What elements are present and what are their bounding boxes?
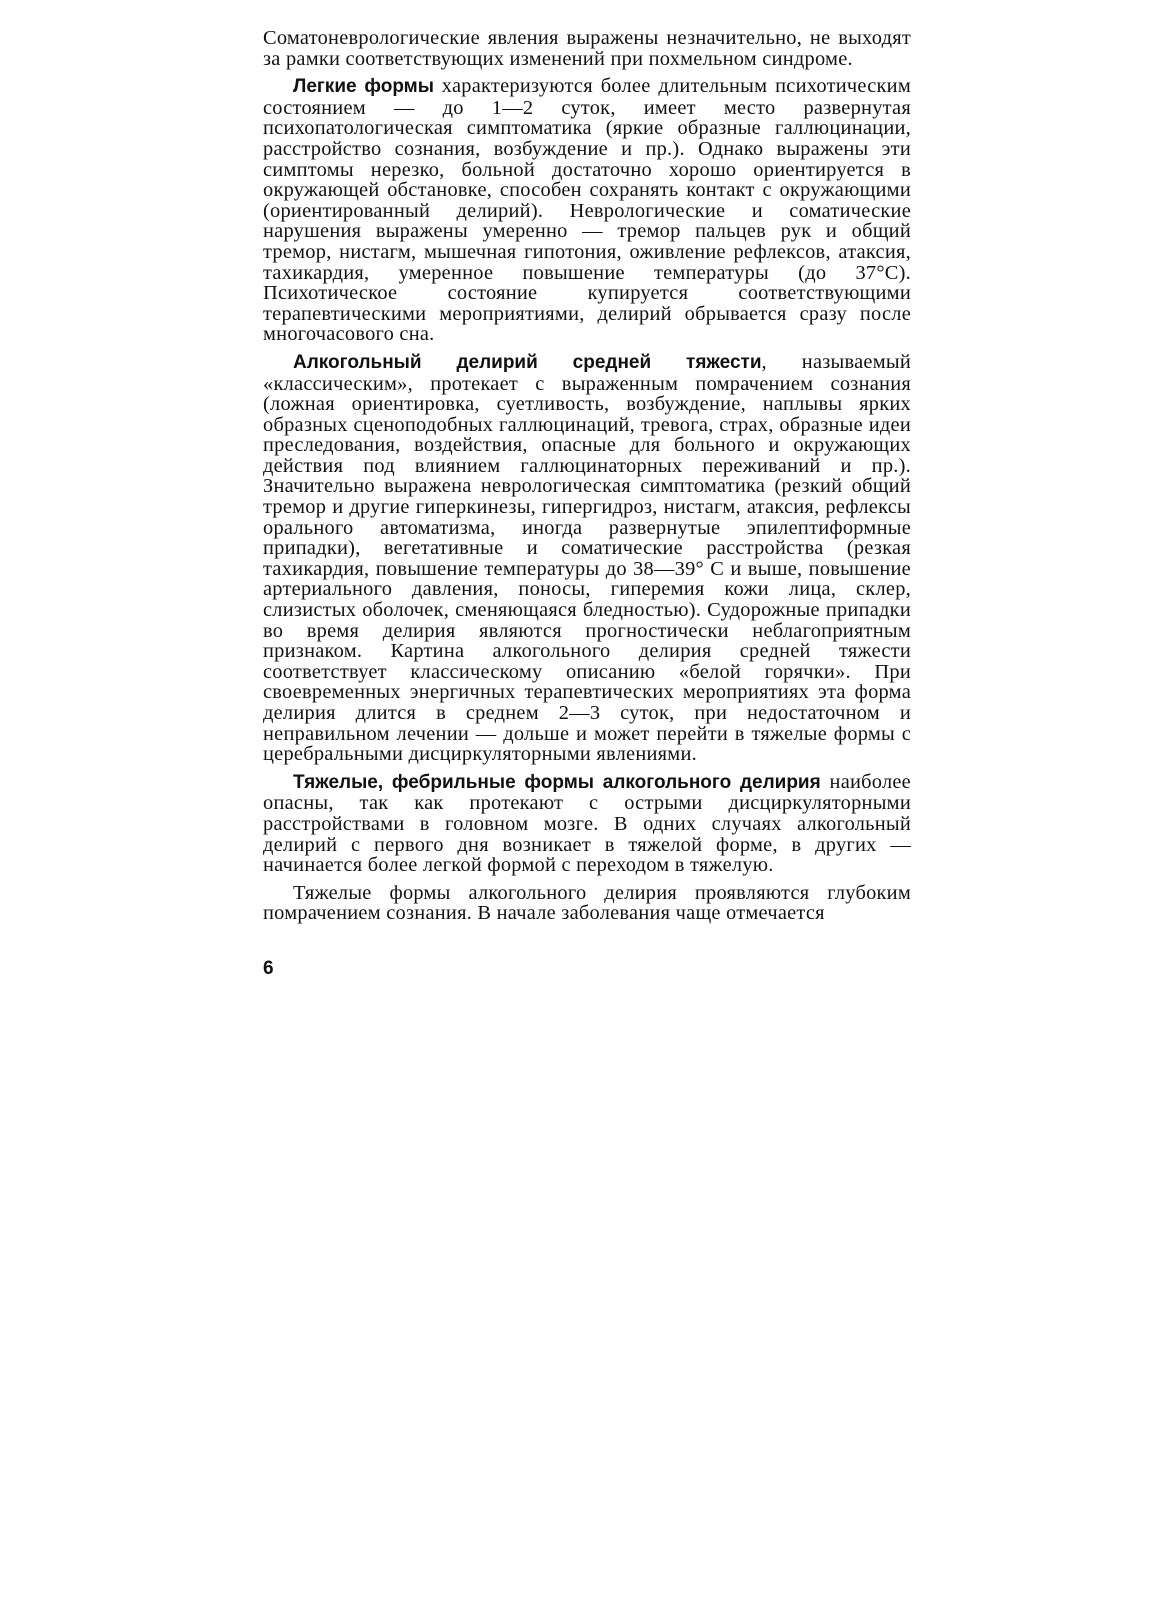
- paragraph-severe-description: [263, 883, 911, 924]
- paragraph-moderate-delirium: [263, 352, 911, 765]
- paragraph-intro-text: Соматоневрологические явления выражены незначительно, не выходят за рамки соответствующих изменений при похмельном синдроме.: [263, 27, 911, 70]
- paragraph-mild-forms: [263, 76, 911, 345]
- page-number: 6: [263, 958, 274, 979]
- paragraph-severe-forms-text: наиболее опасны, так как протекают с острыми дисциркуляторными расстройствами в головном мозге. В одних случаях алкогольный делирий с первого дня возникает в тяжелой форме, в других — начинается более легкой формой с переходом в тяжелую.: [263, 770, 911, 877]
- paragraph-moderate-delirium-text: , называемый «классическим», протекает с выраженным помрачением сознания (ложная ориентировка, суетливость, возбуждение, наплывы ярких образных сценоподобных галлюцинаций, тревога, страх, образные идеи преследования, воздействия, опасные для больного и окружающих действия под влиянием галлюцинаторных переживаний и пр.). Значительно выражена неврологическая симптоматика (резкий общий тремор и другие гиперкинезы, гипергидроз, нистагм, атаксия, рефлексы орального автоматизма, иногда развернутые эпилептиформные припадки), вегетативные и соматические расстройства (резкая тахикардия, повышение температуры до 38—39° C и выше, повышение артериального давления, поносы, гиперемия кожи лица, склер, слизистых оболочек, сменяющаяся бледностью). Судорожные припадки во время делирия являются прогностически неблагоприятным признаком. Картина алкогольного делирия средней тяжести соответствует классическому описанию «белой горячки». При своевременных энергичных терапевтических мероприятиях эта форма делирия длится в среднем 2—3 суток, при недостаточном и неправильном лечении — дольше и может перейти в тяжелые формы с церебральными дисциркуляторными явлениями.: [263, 350, 911, 766]
- paragraph-severe-forms: [263, 772, 911, 876]
- paragraph-severe-description-text: Тяжелые формы алкогольного делирия проявляются глубоким помрачением сознания. В начале заболевания чаще отмечается: [263, 881, 911, 925]
- paragraph-severe-forms-lead: Тяжелые, фебрильные формы алкогольного делирия: [293, 771, 821, 793]
- document-page: [263, 28, 911, 924]
- paragraph-mild-forms-lead: Легкие формы: [293, 76, 434, 98]
- paragraph-moderate-delirium-lead: Алкогольный делирий средней тяжести: [293, 351, 762, 373]
- paragraph-intro: [263, 28, 911, 69]
- paragraph-mild-forms-text: характеризуются более длительным психотическим состоянием — до 1—2 суток, имеет место развернутая психопатологическая симптоматика (яркие образные галлюцинации, расстройство сознания, возбуждение и пр.). Однако выражены эти симптомы нерезко, больной достаточно хорошо ориентируется в окружающей обстановке, способен сохранять контакт с окружающими (ориентированный делирий). Неврологические и соматические нарушения выражены умеренно — тремор пальцев рук и общий тремор, нистагм, мышечная гипотония, оживление рефлексов, атаксия, тахикардия, умеренное повышение температуры (до 37°C). Психотическое состояние купируется соответствующими терапевтическими мероприятиями, делирий обрывается сразу после многочасового сна.: [263, 75, 911, 346]
